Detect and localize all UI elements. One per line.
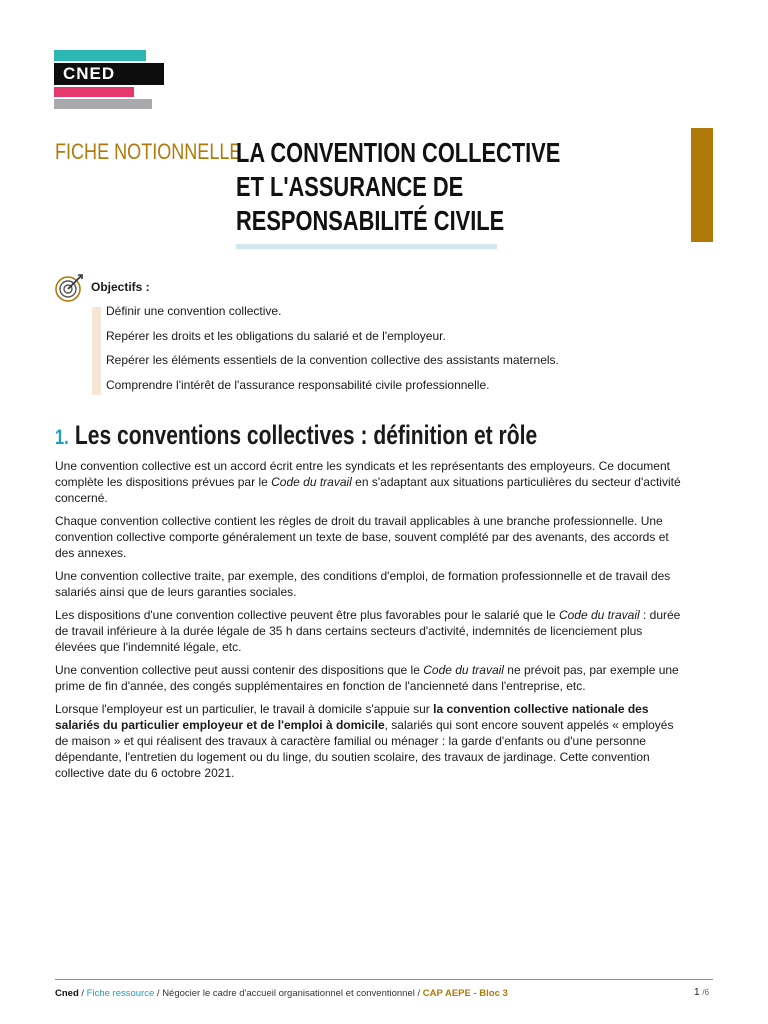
footer-divider (55, 979, 713, 980)
paragraph: Une convention collective peut aussi contenir des dispositions que le Code du travail ne prévoit pas, par exemple une prime de fin d'année, des congés supplémentaires en fonction de l'ancienneté dans l'entreprise, etc. (55, 663, 679, 693)
title-underline (236, 244, 497, 249)
code-reference: Code du travail (423, 663, 504, 677)
paragraph: Une convention collective traite, par exemple, des conditions d'emploi, de formation professionnelle et de travail des salariés ainsi que de leurs garanties sociales. (55, 569, 671, 599)
logo-bar-gray (54, 99, 152, 109)
title-line-1: LA CONVENTION COLLECTIVE (236, 137, 561, 168)
paragraph: Chaque convention collective contient les règles de droit du travail applicables à une branche professionnelle. Une convention collective comporte généralement un texte de base, souvent complété par des avenants, des accords et des annexes. (55, 514, 669, 560)
logo-text: CNED (54, 63, 164, 85)
section-body (55, 458, 683, 788)
section-title: Les conventions collectives : définition et rôle (74, 420, 538, 450)
objectives-heading: Objectifs : (91, 280, 150, 294)
page-title (236, 136, 560, 238)
code-reference: Code du travail (271, 475, 352, 489)
logo-bar-teal (54, 50, 146, 61)
objective-item: Comprendre l'intérêt de l'assurance responsabilité civile professionnelle. (106, 377, 490, 392)
footer-course: Négocier le cadre d'accueil organisationnel et conventionnel (162, 988, 415, 999)
footer-program: CAP AEPE - Bloc 3 (422, 988, 508, 999)
title-line-3: RESPONSABILITÉ CIVILE (236, 205, 505, 236)
title-line-2: ET L'ASSURANCE DE (236, 171, 464, 202)
logo-bar-pink (54, 87, 134, 97)
target-icon (54, 273, 84, 303)
objective-item: Repérer les éléments essentiels de la convention collective des assistants maternels. (106, 353, 559, 367)
footer-type: Fiche ressource (86, 988, 155, 999)
section-number: 1. (55, 426, 69, 449)
paragraph: Les dispositions d'une convention collective peuvent être plus favorables pour le salarié que le Code du travail : durée de travail inférieure à la durée légale de 35 h dans certains secteurs d'activité, indemnités de licenciement plus élevées que l'indemnité légale, etc. (55, 608, 681, 654)
gold-side-tab (691, 128, 713, 242)
paragraph: Lorsque l'employeur est un particulier, le travail à domicile s'appuie sur la convention collective nationale des salariés du particulier employeur et de l'emploi à domicile, salariés qui sont encore souvent appelés « employés de maison » et qui réalisent des travaux à caractère familial ou ménager : la garde d'enfants ou d'une personne dépendante, l'entretien du logement ou du linge, du soutien scolaire, des travaux de jardinage. Cette convention collective date du 6 octobre 2021. (55, 702, 674, 780)
objective-item: Repérer les droits et les obligations du salarié et de l'employeur. (106, 328, 446, 343)
code-reference: Code du travail (558, 608, 640, 622)
objectives-list (106, 304, 559, 402)
page-number: 1 /6 (694, 987, 710, 998)
convention-name: la convention collective nationale des salariés du particulier employeur et de l'emploi à domicile (55, 702, 649, 732)
footer-org: Cned (55, 988, 79, 999)
section-heading (55, 420, 537, 451)
objectives-rail (92, 307, 101, 395)
objective-item: Définir une convention collective. (106, 304, 282, 318)
fiche-label: FICHE NOTIONNELLE (55, 139, 242, 164)
paragraph: Une convention collective est un accord écrit entre les syndicats et les représentants des employeurs. Ce document complète les dispositions prévues par le Code du travail en s'adaptant aux situations particulières du secteur d'activité concerné. (55, 459, 681, 505)
footer-breadcrumb: Cned / Fiche ressource / Négocier le cadre d'accueil organisationnel et conventionnel / CAP AEPE - Bloc 3 (55, 988, 508, 999)
